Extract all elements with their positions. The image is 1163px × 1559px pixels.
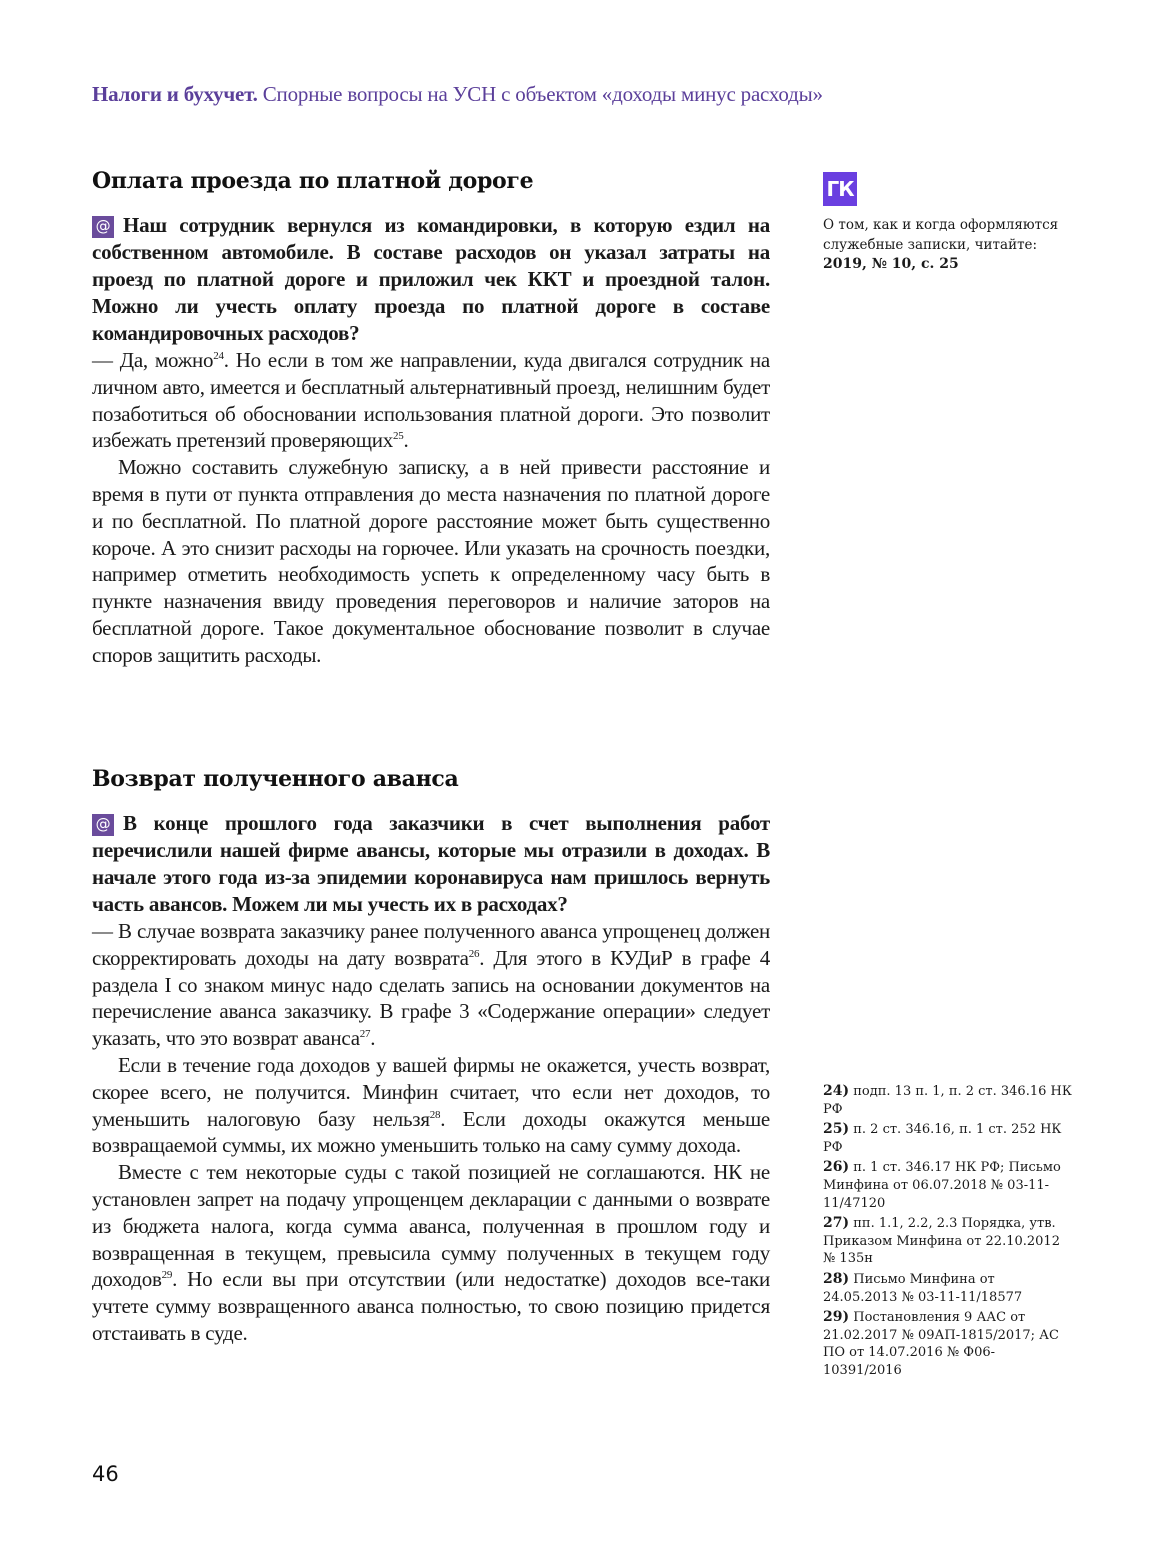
sidebar-note [823, 172, 1073, 275]
footnote: 27) пп. 1.1, 2.2, 2.3 Порядка, утв. Приказом Минфина от 22.10.2012 № 135н [823, 1215, 1060, 1267]
footnote-ref[interactable]: 28 [429, 1108, 441, 1121]
question [92, 212, 770, 347]
section-title: Возврат полученного аванса [92, 766, 459, 792]
page-number: 46 [92, 1462, 119, 1486]
footnote-ref[interactable]: 29 [161, 1269, 173, 1282]
answer-paragraph: Можно составить служебную записку, а в ней привести расстояние и время в пути от пункта отправления до места назначения по платной дороге и по бесплатной. По платной дороге расстояние может быть существенно короче. А это снизит расходы на горючее. Или указать на срочность поездки, например отметить необходимость успеть к определенному часу быть в пункте назначения ввиду проведения переговоров и наличие заторов на бесплатной дороге. Такое документальное обоснование позволит в случае споров защитить расходы. [92, 455, 770, 667]
footnote-ref[interactable]: 26 [468, 947, 480, 960]
section-toll-road [92, 168, 770, 669]
answer-paragraph: Если в течение года доходов у вашей фирмы не окажется, учесть возврат, скорее всего, не получится. Минфин считает, что если нет доходов, то уменьшить налоговую базу нельзя$^{28}$. Если доходы окажутся меньше возвращаемой суммы, их можно уменьшить только на саму сумму дохода. [92, 1052, 770, 1158]
answer-paragraph: Вместе с тем некоторые суды с такой позицией не соглашаются. НК не установлен запрет на подачу упрощенцем декларации с данными о возврате из бюджета налога, когда сумма аванса, полученная в прошлом году и возвращенная в текущем, превысила сумму полученных в текущем году доходов$^{29}$. Но если вы при отсутствии (или недостатке) доходов все-таки учтете сумму возвращенного аванса полностью, то свою позицию придется отстаивать в суде. [92, 1160, 770, 1345]
answer-paragraph: — Да, можно$^{24}$. Но если в том же направлении, куда двигался сотрудник на личном авто, имеется и бесплатный альтернативный проезд, нелишним будет позаботиться об обосновании использования платной дороги. Это позволит избежать претензий проверяющих$^{25}$. [92, 348, 770, 453]
footnote: 25) п. 2 ст. 346.16, п. 1 ст. 252 НК РФ [823, 1121, 1062, 1155]
question-text: Наш сотрудник вернулся из командировки, в которую ездил на собственном автомобиле. В составе расходов он указал затраты на проезд по платной дороге и приложил чек ККТ и проездной талон. Можно ли учесть оплату проезда по платной дороге в составе командировочных расходов? [92, 213, 770, 345]
footnote: 24) подп. 13 п. 1, п. 2 ст. 346.16 НК РФ [823, 1083, 1072, 1117]
gk-logo-icon: ГК [823, 172, 857, 206]
sidebar-note-text: О том, как и когда оформляются служебные записки, читайте: [823, 217, 1059, 253]
footnote: 28) Письмо Минфина от 24.05.2013 № 03-11-11/18577 [823, 1270, 1023, 1305]
question [92, 810, 770, 918]
answer-paragraph: — В случае возврата заказчику ранее полученного аванса упрощенец должен скорректировать доходы на дату возврата$^{26}$. Для этого в КУДиР в графе 4 раздела I со знаком минус надо сделать запись на основании документов на перечисление аванса заказчику. В графе 3 «Содержание операции» следует указать, что это возврат аванса$^{27}$. [92, 919, 770, 1051]
footnotes [823, 1083, 1073, 1383]
at-icon: @ [92, 216, 114, 238]
footnote: 29) Постановления 9 ААС от 21.02.2017 № 09АП-1815/2017; АС ПО от 14.07.2016 № Ф06-10391/2016 [823, 1309, 1059, 1378]
running-head [92, 82, 992, 107]
running-head-section: Налоги и бухучет. [92, 82, 258, 106]
question-text: В конце прошлого года заказчики в счет выполнения работ перечислили нашей фирме авансы, которые мы отразили в доходах. В начале этого года из-за эпидемии коронавируса нам пришлось вернуть часть авансов. Можем ли мы учесть их в расходах? [92, 811, 770, 916]
footnote: 26) п. 1 ст. 346.17 НК РФ; Письмо Минфина от 06.07.2018 № 03-11-11/47120 [823, 1159, 1061, 1211]
footnote-ref[interactable]: 27 [359, 1028, 371, 1041]
footnote-ref[interactable]: 25 [392, 430, 404, 443]
section-title: Оплата проезда по платной дороге [92, 168, 534, 194]
footnote-ref[interactable]: 24 [213, 350, 224, 362]
running-head-subtitle: Спорные вопросы на УСН с объектом «доходы минус расходы» [262, 82, 823, 106]
at-icon: @ [92, 814, 114, 836]
sidebar-reference[interactable]: 2019, № 10, с. 25 [823, 256, 959, 272]
section-advance-return [92, 766, 770, 1347]
